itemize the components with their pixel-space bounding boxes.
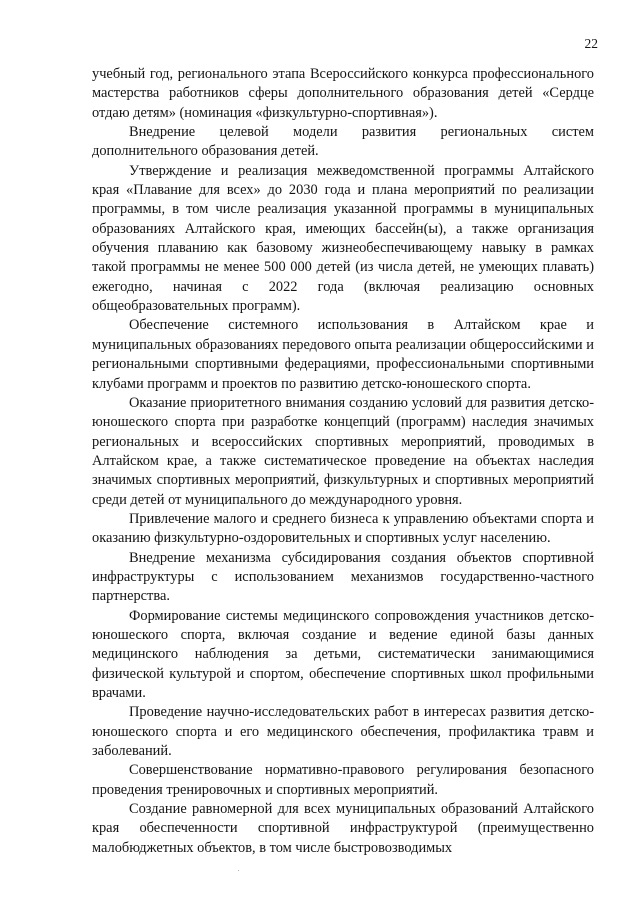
paragraph: Оказание приоритетного внимания созданию условий для развития детско-юношеского спорта при разработке концепций (программ) наследия значимых региональных и всероссийских спортивных мероприятий, проводимых в Алтайском крае, а также систематическое проведение на объектах наследия значимых спортивных мероприятий, физкультурных и спортивных мероприятий среди детей от муниципального до международного уровня.	[92, 394, 594, 508]
paragraph: Утверждение и реализация межведомственной программы Алтайского края «Плавание для всех» до 2030 года и плана мероприятий по реализации программы, в том числе реализация указанной программы в муниципальных образованиях Алтайского края, имеющих бассейн(ы), а также организация обучения плаванию как базовому жизнеобеспечивающему навыку в рамках такой программы не менее 500 000 детей (из числа детей, не умеющих плавать) ежегодно, начиная с 2022 года (включая реализацию основных общеобразовательных программ).	[92, 162, 594, 315]
paragraph: Совершенствование нормативно-правового регулирования безопасного проведения тренировочных и спортивных мероприятий.	[92, 762, 594, 798]
paragraph: Привлечение малого и среднего бизнеса к управлению объектами спорта и оказанию физкультурно-оздоровительных и спортивных услуг населению.	[92, 510, 594, 547]
paragraph: Обеспечение системного использования в Алтайском крае и муниципальных образованиях передового опыта реализации общероссийскими и региональными спортивными федерациями, профессиональными спортивными клубами программ и проектов по развитию детско-юношеского спорта.	[92, 317, 594, 392]
paragraph-continuation: учебный год, регионального этапа Всероссийского конкурса профессионального мастерства работников сферы дополнительного образования детей «Сердце отдаю детям» (номинация «физкультурно-спортивная»).	[92, 66, 594, 121]
paragraph: Проведение научно-исследовательских работ в интересах развития детско-юношеского спорта и его медицинского обеспечения, профилактика травм и заболеваний.	[92, 704, 594, 760]
paragraph: Внедрение целевой модели развития региональных систем дополнительного образования детей.	[92, 124, 594, 160]
paragraph: Создание равномерной для всех муниципальных образований Алтайского края обеспеченности спортивной инфраструктурой (преимущественно малобюджетных объектов, в том числе быстровозводимых	[92, 801, 594, 856]
page-number: 22	[584, 36, 598, 51]
paragraph: Формирование системы медицинского сопровождения участников детско-юношеского спорта, включая создание и ведение единой базы данных медицинского наблюдения за детьми, систематически занимающимися физической культурой и спортом, обеспечение спортивных школ профильными врачами.	[92, 607, 594, 701]
paragraph: Внедрение механизма субсидирования создания объектов спортивной инфраструктуры с использованием механизмов государственно-частного партнерства.	[92, 549, 594, 605]
document-body	[92, 65, 594, 858]
scan-speck	[238, 870, 239, 871]
